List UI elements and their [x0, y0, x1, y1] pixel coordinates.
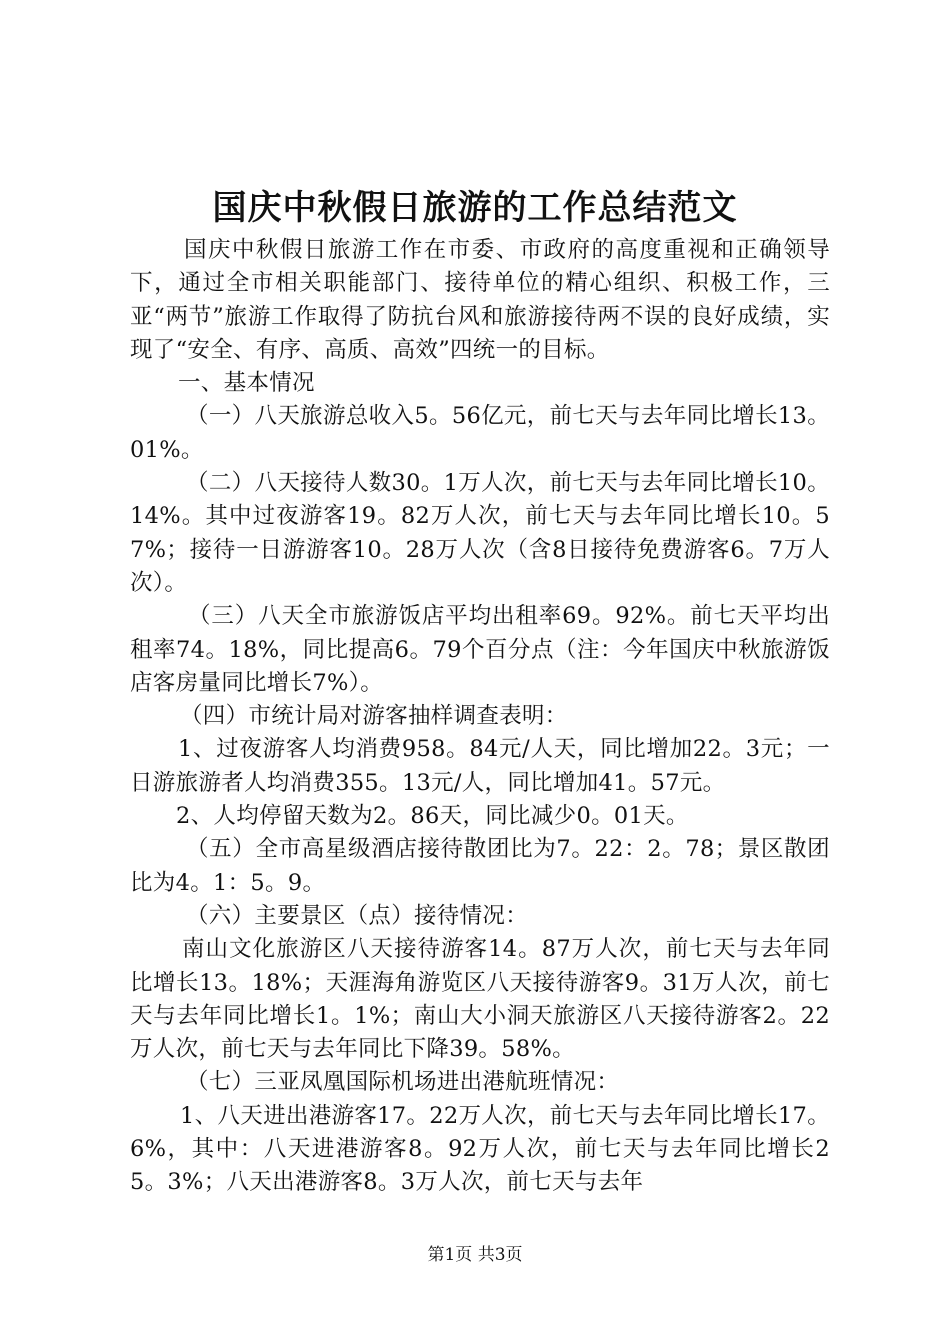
paragraph: （一）八天旅游总收入5。56亿元，前七天与去年同比增长13。01%。 [130, 403, 830, 463]
paragraph: （四）市统计局对游客抽样调查表明： [180, 703, 568, 730]
paragraph: （二）八天接待人数30。1万人次，前七天与去年同比增长10。14%。其中过夜游客19。82万人次，前七天与去年同比增长10。57%；接待一日游游客10。28万人次（含8日接待免费游客6。7万人次）。 [130, 470, 830, 596]
paragraph: 一、基本情况 [178, 370, 315, 397]
paragraph: （三）八天全市旅游饭店平均出租率69。92%。前七天平均出租率74。18%，同比提高6。79个百分点（注：今年国庆中秋旅游饭店客房量同比增长7%）。 [130, 603, 830, 696]
document-body [130, 234, 830, 1200]
paragraph: 2、人均停留天数为2。86天，同比减少0。01天。 [176, 803, 689, 830]
paragraph: 1、八天进出港游客17。22万人次，前七天与去年同比增长17。6%，其中：八天进港游客8。92万人次，前七天与去年同比增长25。3%；八天出港游客8。3万人次，前七天与去年 [130, 1102, 830, 1196]
paragraph: 1、过夜游客人均消费958。84元/人天，同比增加22。3元；一日游旅游者人均消费355。13元/人，同比增加41。57元。 [130, 736, 830, 796]
page-title: 国庆中秋假日旅游的工作总结范文 [212, 188, 738, 228]
page-footer: 第1页 共3页 [427, 1245, 523, 1265]
paragraph: （五）全市高星级酒店接待散团比为7。22：2。78；景区散团比为4。1：5。9。 [130, 836, 830, 896]
paragraph: 南山文化旅游区八天接待游客14。87万人次，前七天与去年同比增长13。18%；天涯海角游览区八天接待游客9。31万人次，前七天与去年同比增长1。1%；南山大小洞天旅游区八天接待游客2。22万人次，前七天与去年同比下降39。58%。 [130, 936, 830, 1063]
paragraph: （七）三亚凤凰国际机场进出港航班情况： [186, 1069, 620, 1096]
paragraph: 国庆中秋假日旅游工作在市委、市政府的高度重视和正确领导下，通过全市相关职能部门、接待单位的精心组织、积极工作，三亚“两节”旅游工作取得了防抗台风和旅游接待两不误的良好成绩，实现了“安全、有序、高质、高效”四统一的目标。 [130, 237, 830, 363]
paragraph: （六）主要景区（点）接待情况： [186, 902, 529, 929]
